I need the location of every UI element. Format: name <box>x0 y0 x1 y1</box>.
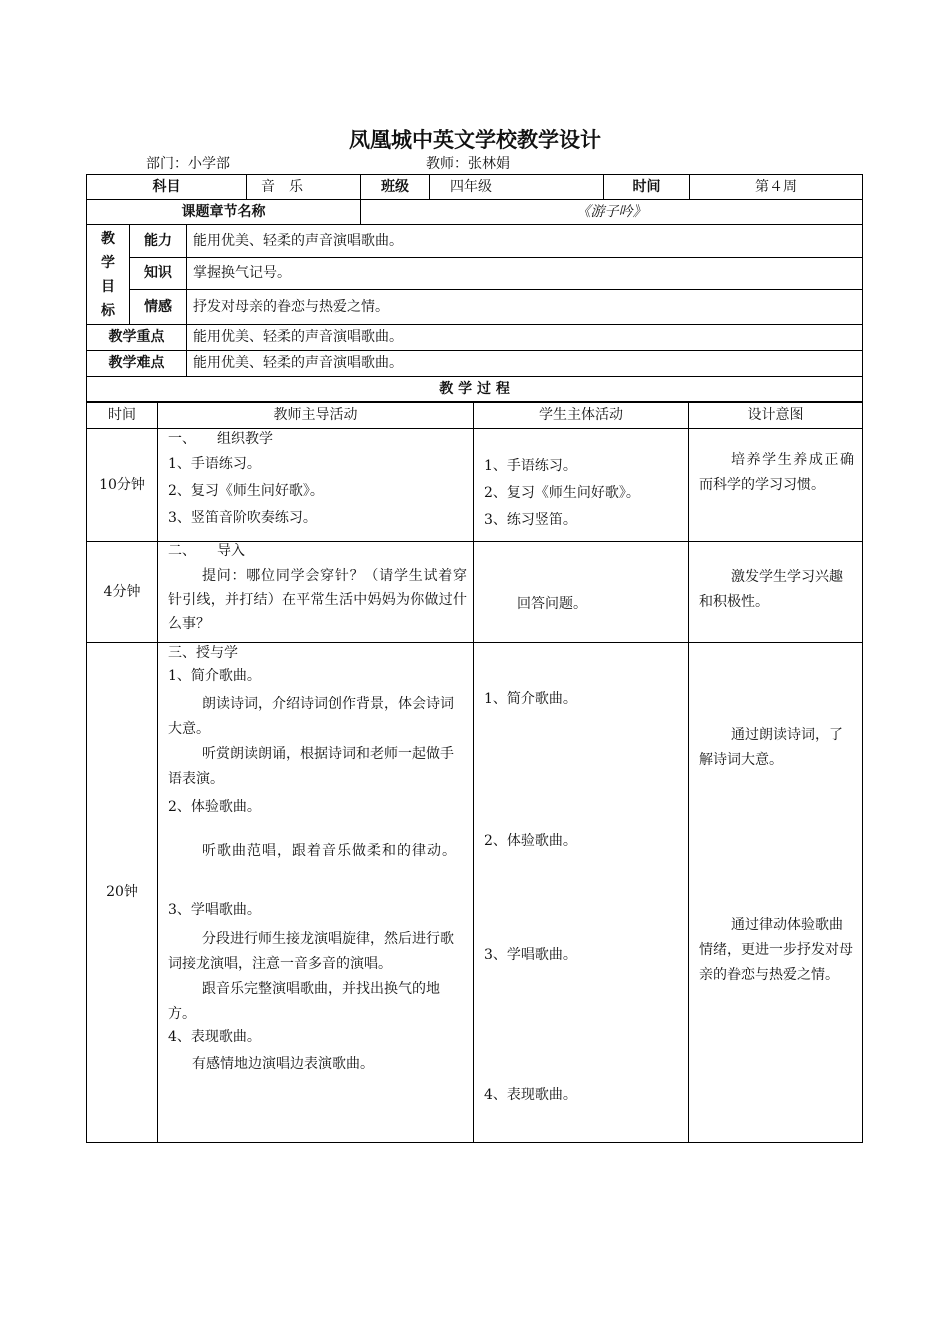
design-intent-text: 激发学生学习兴趣和积极性。 <box>699 569 843 610</box>
teacher-activity-line: 3、竖笛音阶吹奏练习。 <box>168 510 317 526</box>
process-table <box>86 402 863 1143</box>
column-header: 教师主导活动 <box>158 403 474 429</box>
teacher-activity-line: 2、体验歌曲。 <box>168 799 261 815</box>
teacher-activity-line: 提问：哪位同学会穿针？（请学生试着穿针引线，并打结）在平常生活中妈妈为你做过什么事？ <box>168 568 467 632</box>
info-table <box>86 174 863 402</box>
goal-emotion-label: 情感 <box>130 290 187 325</box>
class-label: 班级 <box>361 175 430 200</box>
teacher-activity-line: 听歌曲范唱，跟着音乐做柔和的律动。 <box>202 843 457 859</box>
goal-ability-label: 能力 <box>130 225 187 258</box>
goals-label <box>87 225 130 325</box>
subject-label: 科目 <box>87 175 247 200</box>
goals-label-char: 标 <box>101 302 115 319</box>
key-point-label: 教学重点 <box>87 325 187 351</box>
student-activity-line: 1、手语练习。 <box>484 458 577 474</box>
student-activity-line: 3、练习竖笛。 <box>484 512 577 528</box>
goals-label-char: 教 <box>101 230 115 247</box>
department-label: 部门：小学部 <box>146 156 230 172</box>
design-intent-text: 培养学生养成正确而科学的学习习惯。 <box>699 452 854 493</box>
teacher-activity-line: 朗读诗词，介绍诗词创作背景，体会诗词大意。 <box>168 696 454 737</box>
teacher-activity-line: 分段进行师生接龙演唱旋律，然后进行歌词接龙演唱，注意一音多音的演唱。 <box>168 931 454 972</box>
teacher-activity-line: 一、 组织教学 <box>168 431 273 447</box>
time-label: 时间 <box>604 175 690 200</box>
column-header: 时间 <box>87 403 158 429</box>
goal-knowledge-label: 知识 <box>130 258 187 290</box>
teacher-activity-line: 有感情地边演唱边表演歌曲。 <box>192 1056 374 1072</box>
teacher-activity-line: 二、 导入 <box>168 543 245 559</box>
table-row <box>87 429 863 542</box>
subject-value: 音 乐 <box>247 175 361 200</box>
student-activity-line: 回答问题。 <box>517 596 587 612</box>
process-heading: 教 学 过 程 <box>87 377 863 402</box>
design-intent-text: 通过律动体验歌曲情绪，更进一步抒发对母亲的眷恋与热爱之情。 <box>699 917 853 983</box>
teacher-activity-line: 4、表现歌曲。 <box>168 1029 261 1045</box>
teacher-activity-line: 跟音乐完整演唱歌曲，并找出换气的地方。 <box>168 981 440 1022</box>
student-activity-line: 3、学唱歌曲。 <box>484 947 577 963</box>
teacher-activity-line: 3、学唱歌曲。 <box>168 902 261 918</box>
row-time: 4分钟 <box>87 542 158 643</box>
difficult-point-label: 教学难点 <box>87 351 187 377</box>
teacher-activity-line: 三、授与学 <box>168 645 238 661</box>
row-time: 10分钟 <box>87 429 158 542</box>
goal-emotion-text: 抒发对母亲的眷恋与热爱之情。 <box>187 290 863 325</box>
student-activity-line: 4、表现歌曲。 <box>484 1087 577 1103</box>
table-row <box>87 643 863 1143</box>
difficult-point-text: 能用优美、轻柔的声音演唱歌曲。 <box>187 351 863 377</box>
goals-label-char: 学 <box>101 254 115 271</box>
teacher-activity-line: 1、简介歌曲。 <box>168 668 261 684</box>
table-row <box>87 542 863 643</box>
student-activity-line: 2、体验歌曲。 <box>484 833 577 849</box>
student-activity-line: 2、复习《师生问好歌》。 <box>484 485 640 501</box>
design-intent-text: 通过朗读诗词，了解诗词大意。 <box>699 727 843 768</box>
teacher-activity-line: 1、手语练习。 <box>168 456 261 472</box>
column-header: 学生主体活动 <box>474 403 689 429</box>
chapter-label: 课题章节名称 <box>87 200 361 225</box>
student-activity-line: 1、简介歌曲。 <box>484 691 577 707</box>
goals-label-char: 目 <box>101 278 115 295</box>
class-value: 四年级 <box>430 175 604 200</box>
column-header: 设计意图 <box>689 403 863 429</box>
time-value: 第４周 <box>690 175 863 200</box>
teacher-activity-line: 2、复习《师生问好歌》。 <box>168 483 324 499</box>
goal-ability-text: 能用优美、轻柔的声音演唱歌曲。 <box>187 225 863 258</box>
teacher-activity-line: 听赏朗读朗诵，根据诗词和老师一起做手语表演。 <box>168 746 454 787</box>
goal-knowledge-text: 掌握换气记号。 <box>187 258 863 290</box>
page-title: 凤凰城中英文学校教学设计 <box>349 128 601 152</box>
teacher-label: 教师：张林娟 <box>426 156 510 172</box>
row-time: 20钟 <box>87 643 158 1143</box>
chapter-value: 《游子吟》 <box>361 200 863 225</box>
key-point-text: 能用优美、轻柔的声音演唱歌曲。 <box>187 325 863 351</box>
